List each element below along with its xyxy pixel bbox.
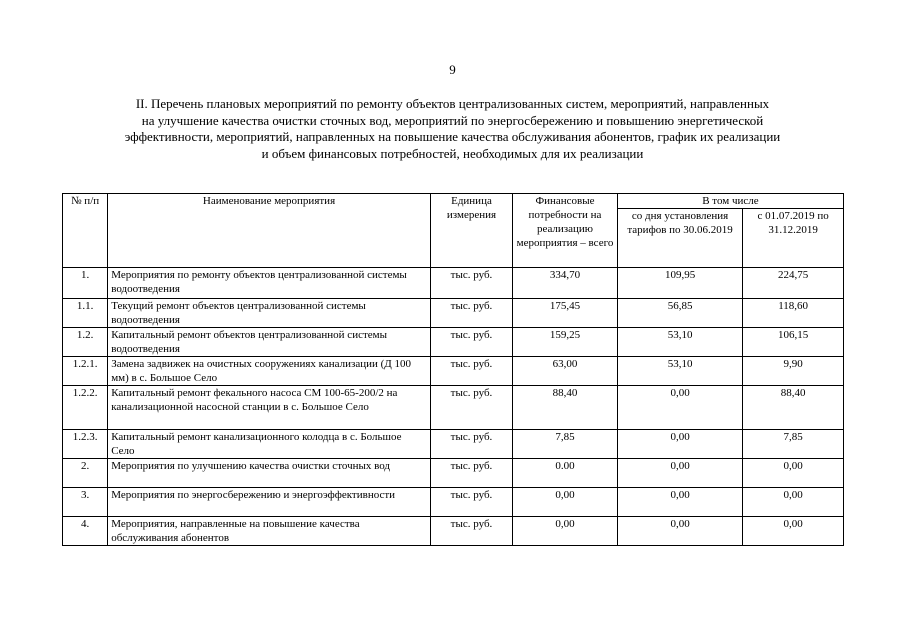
row-period-2: 7,85 xyxy=(743,430,844,459)
row-period-2: 9,90 xyxy=(743,357,844,386)
heading-line: на улучшение качества очистки сточных вод, мероприятий по энергосбережению и повышению энергетической xyxy=(141,112,764,128)
row-total: 7,85 xyxy=(513,430,618,459)
row-period-1: 53,10 xyxy=(617,357,742,386)
row-period-1: 0,00 xyxy=(617,517,742,546)
measures-table xyxy=(62,193,844,546)
row-unit: тыс. руб. xyxy=(430,386,512,430)
row-number: 1.2.1. xyxy=(63,357,108,386)
row-unit: тыс. руб. xyxy=(430,357,512,386)
row-period-2: 224,75 xyxy=(743,268,844,299)
row-period-2: 0,00 xyxy=(743,459,844,488)
row-number: 3. xyxy=(63,488,108,517)
header-period-1: со дня установления тарифов по 30.06.2019 xyxy=(617,209,742,268)
row-total: 63,00 xyxy=(513,357,618,386)
row-name: Капитальный ремонт канализационного колодца в с. Большое Село xyxy=(108,430,431,459)
row-period-1: 109,95 xyxy=(617,268,742,299)
row-name: Замена задвижек на очистных сооружениях канализации (Д 100 мм) в с. Большое Село xyxy=(108,357,431,386)
row-number: 1.1. xyxy=(63,299,108,328)
row-number: 2. xyxy=(63,459,108,488)
row-total: 0,00 xyxy=(513,488,618,517)
table-row xyxy=(63,328,844,357)
row-name: Мероприятия по улучшению качества очистки сточных вод xyxy=(108,459,431,488)
row-number: 1.2. xyxy=(63,328,108,357)
table-row xyxy=(63,268,844,299)
row-total: 88,40 xyxy=(513,386,618,430)
row-period-2: 0,00 xyxy=(743,488,844,517)
header-unit: Единица измерения xyxy=(430,194,512,268)
row-name: Текущий ремонт объектов централизованной системы водоотведения xyxy=(108,299,431,328)
table-row xyxy=(63,517,844,546)
table-row xyxy=(63,386,844,430)
row-period-1: 56,85 xyxy=(617,299,742,328)
row-period-1: 0,00 xyxy=(617,488,742,517)
row-name: Мероприятия по энергосбережению и энергоэффективности xyxy=(108,488,431,517)
row-period-2: 0,00 xyxy=(743,517,844,546)
row-period-1: 53,10 xyxy=(617,328,742,357)
header-name: Наименование мероприятия xyxy=(108,194,431,268)
row-period-1: 0,00 xyxy=(617,430,742,459)
row-unit: тыс. руб. xyxy=(430,488,512,517)
row-unit: тыс. руб. xyxy=(430,517,512,546)
table-body xyxy=(63,268,844,546)
row-total: 0,00 xyxy=(513,517,618,546)
row-total: 0.00 xyxy=(513,459,618,488)
header-finance: Финансовые потребности на реализацию мероприятия – всего xyxy=(513,194,618,268)
table-row xyxy=(63,357,844,386)
heading-line: и объем финансовых потребностей, необходимых для их реализации xyxy=(261,145,644,161)
table-row xyxy=(63,459,844,488)
row-unit: тыс. руб. xyxy=(430,299,512,328)
row-period-1: 0,00 xyxy=(617,386,742,430)
row-name: Мероприятия по ремонту объектов централизованной системы водоотведения xyxy=(108,268,431,299)
row-period-2: 106,15 xyxy=(743,328,844,357)
table-row xyxy=(63,430,844,459)
row-name: Капитальный ремонт объектов централизованной системы водоотведения xyxy=(108,328,431,357)
page-number: 9 xyxy=(449,62,456,77)
header-period-2: с 01.07.2019 по 31.12.2019 xyxy=(743,209,844,268)
row-period-2: 118,60 xyxy=(743,299,844,328)
header-number: № п/п xyxy=(63,194,108,268)
row-number: 4. xyxy=(63,517,108,546)
row-total: 175,45 xyxy=(513,299,618,328)
row-name: Мероприятия, направленные на повышение качества обслуживания абонентов xyxy=(108,517,431,546)
row-period-2: 88,40 xyxy=(743,386,844,430)
row-total: 334,70 xyxy=(513,268,618,299)
heading-line: эффективности, мероприятий, направленных на повышение качества обслуживания абонентов, график их реализации xyxy=(124,129,781,144)
row-unit: тыс. руб. xyxy=(430,328,512,357)
heading-line: II. Перечень плановых мероприятий по ремонту объектов централизованных систем, мероприятий, направленных xyxy=(135,96,770,111)
header-including: В том числе xyxy=(617,194,843,209)
row-unit: тыс. руб. xyxy=(430,459,512,488)
row-total: 159,25 xyxy=(513,328,618,357)
row-period-1: 0,00 xyxy=(617,459,742,488)
row-number: 1.2.2. xyxy=(63,386,108,430)
table-row xyxy=(63,299,844,328)
row-name: Капитальный ремонт фекального насоса СМ 100-65-200/2 на канализационной насосной станции в с. Большое Село xyxy=(108,386,431,430)
row-unit: тыс. руб. xyxy=(430,430,512,459)
row-unit: тыс. руб. xyxy=(430,268,512,299)
row-number: 1.2.3. xyxy=(63,430,108,459)
table-row xyxy=(63,488,844,517)
row-number: 1. xyxy=(63,268,108,299)
section-heading xyxy=(50,96,855,162)
